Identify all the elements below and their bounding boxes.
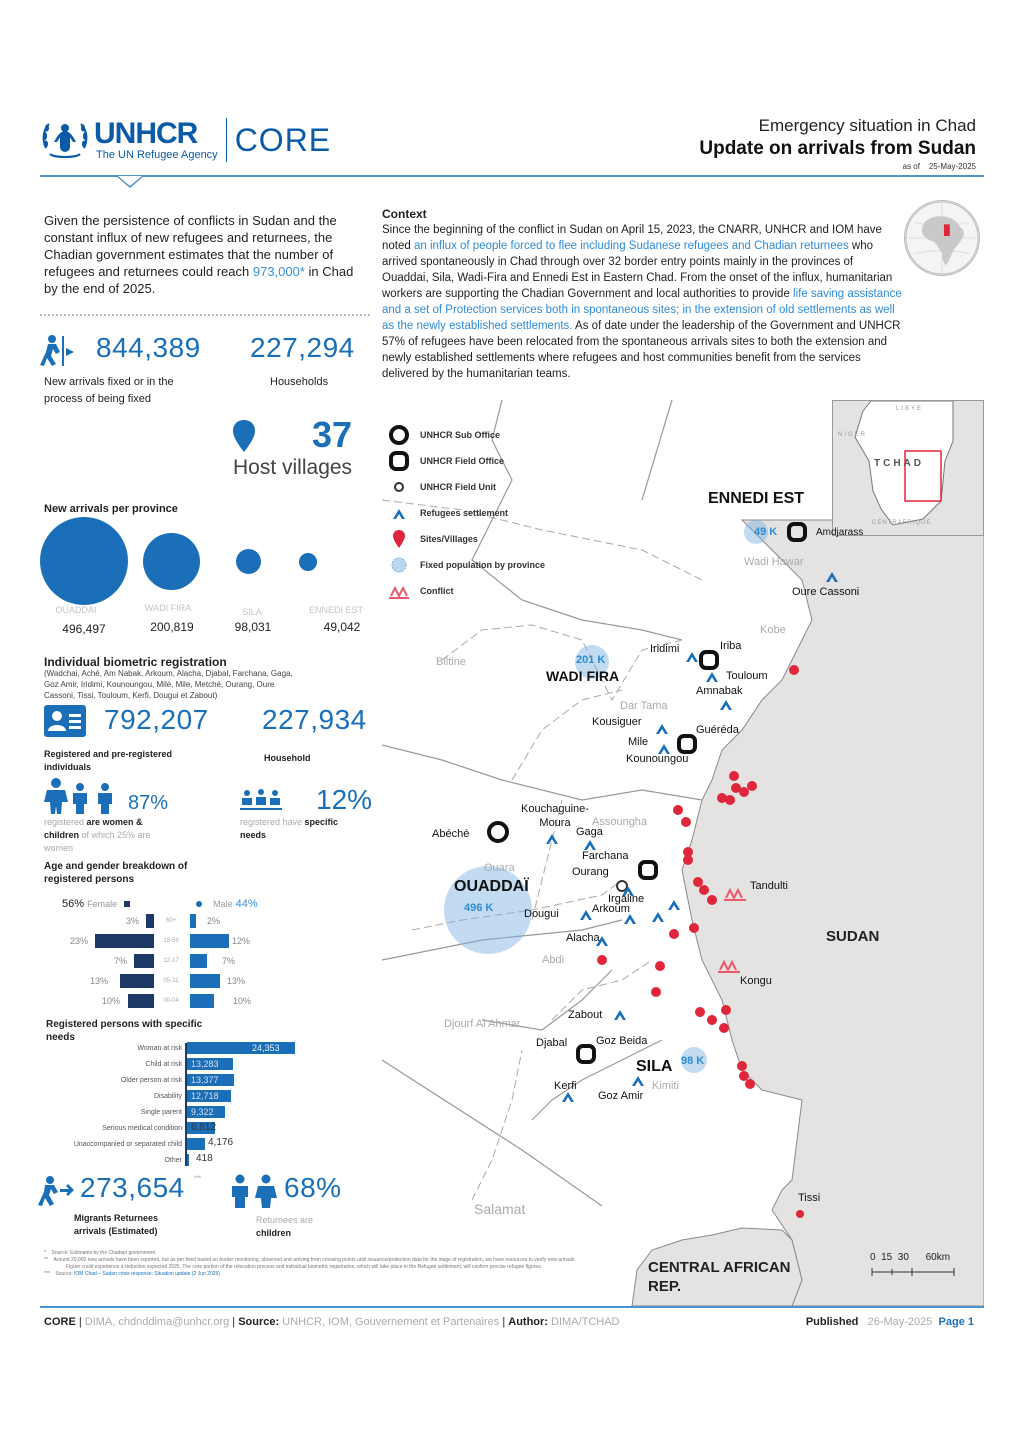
logo-divider	[226, 118, 227, 162]
registered-individuals-label: Registered and pre-registered individuals	[44, 749, 173, 772]
bubble-label: OUADDAI	[55, 605, 97, 615]
legend-label: UNHCR Field Unit	[420, 482, 496, 492]
need-value: 6,812	[191, 1122, 217, 1133]
header-divider	[40, 175, 984, 177]
age-group: 12-17	[163, 958, 179, 964]
inset-libya: LIBYE	[896, 406, 924, 412]
need-label: Child at risk	[145, 1061, 182, 1068]
female-bar	[120, 974, 154, 988]
female-bar	[146, 914, 154, 928]
place-biltine: Biltine	[436, 656, 466, 668]
migrants-label: Migrants Returnees arrivals (Estimated)	[74, 1213, 159, 1236]
note-text: Figure could experience a reduction expected 2025. The core portion of the relocation process and individual biometric registration, which will take place in the Refugee settlement, will confirm precise refugee figures.	[66, 1264, 542, 1270]
legend-label: UNHCR Field Office	[420, 456, 505, 466]
place-kimiti: Kimiti	[652, 1080, 679, 1092]
female-total-value: 56%	[62, 898, 85, 910]
footer-author-label: Author:	[508, 1316, 548, 1328]
female-label: Female	[87, 899, 118, 909]
fixed-population-icon	[386, 554, 412, 576]
place-djabal: Djabal	[536, 1037, 568, 1049]
need-value: 24,353	[252, 1043, 280, 1053]
legend-item	[384, 448, 545, 474]
pop-wadi-fira: 201 K	[576, 654, 606, 666]
place-djourf-al-ahmar: Djourf Al Ahmar	[444, 1018, 521, 1030]
returnee-icon	[36, 1176, 76, 1206]
section-divider	[40, 314, 370, 316]
footer-source: UNHCR, IOM, Gouvernement et Partenaires	[282, 1316, 500, 1328]
place-amnabak: Amnabak	[696, 685, 743, 697]
registered-individuals-value: 792,207	[104, 704, 209, 735]
inset-niger: NIGER	[838, 432, 868, 438]
org-tagline: The UN Refugee Agency	[96, 149, 218, 161]
footer-right	[806, 1316, 974, 1328]
households-label: Households	[270, 376, 329, 388]
footer-published-label: Published	[805, 1316, 859, 1328]
intro-text: Given the persistence of conflicts in Sudan and the constant influx of new refugees and returnees, the Chadian government estimates that the number of refugees and returnees could reach	[44, 213, 337, 279]
male-pct: 10%	[233, 996, 252, 1006]
footer-source-label: Source:	[238, 1316, 280, 1328]
female-bar	[128, 994, 154, 1008]
place-arkoum: Arkoum	[592, 903, 630, 915]
place-touloum: Touloum	[726, 670, 768, 682]
place-zabout: Zabout	[568, 1009, 603, 1021]
report-date	[699, 162, 976, 171]
female-pct: 7%	[114, 956, 128, 966]
footer-page-number: Page 1	[938, 1316, 974, 1328]
place-ourang: Ourang	[572, 866, 609, 878]
male-swatch	[196, 901, 202, 907]
male-pct: 13%	[227, 976, 246, 986]
date-prefix: as of	[902, 162, 920, 171]
date-value: 25-May-2025	[928, 162, 976, 171]
id-card-icon	[44, 705, 86, 737]
footer-author: DIMA/TCHAD	[551, 1316, 620, 1328]
africa-globe-icon	[904, 200, 980, 276]
field-unit-icon	[386, 476, 412, 498]
pop-sila: 98 K	[681, 1055, 705, 1067]
male-pct: 7%	[222, 956, 236, 966]
need-value: 418	[196, 1153, 213, 1164]
female-pct: 3%	[126, 916, 140, 926]
place-amdjarass: Amdjarass	[816, 527, 864, 538]
place-kerfi: Kerfi	[554, 1080, 577, 1092]
need-bar	[187, 1154, 189, 1166]
context-link-influx[interactable]: an influx of people forced to flee including Sudanese refugees and Chadian returnees	[413, 240, 849, 252]
place-alacha: Alacha	[566, 932, 600, 944]
place-irgaline: Irgaline	[608, 893, 645, 905]
bubble-ennedi-est	[299, 553, 317, 571]
legend-label: Refugees settlement	[420, 508, 509, 518]
note-text: Source:	[55, 1271, 73, 1277]
place-abdi: Abdi	[542, 954, 565, 966]
male-pct: 2%	[207, 916, 221, 926]
label-bold: are women & children	[44, 817, 143, 840]
need-label: Unaccompanied or separated child	[73, 1141, 182, 1148]
migrants-value: 273,654	[80, 1172, 185, 1203]
country-car: CENTRAL AFRICAN REP.	[648, 1259, 791, 1295]
field-office-icon	[386, 450, 412, 472]
label-pre: Returnees are	[256, 1215, 314, 1225]
intro-text-end: in Chad by the end of 2025.	[44, 264, 354, 296]
place-goz-amir: Goz Amir	[598, 1090, 644, 1102]
source-link[interactable]: IOM Chad – Sudan crisis response: Situation update (2 Jun 2025)	[74, 1271, 220, 1277]
male-bar	[190, 914, 196, 928]
place-iridimi: Iridimi	[650, 643, 680, 655]
footer-published-date: 26-May-2025	[867, 1316, 933, 1328]
scale-bar-label: 0 15 30 60km	[870, 1252, 951, 1263]
label-bold: children	[256, 1228, 292, 1238]
bubble-label: WADI FIRA	[144, 603, 192, 613]
need-label: Other	[164, 1157, 182, 1164]
footer-left: CORE | DIMA, chdnddima@unhcr.org | Source: UNHCR, IOM, Gouvernement et Partenaires | Author: DIMA/TCHAD	[44, 1316, 620, 1328]
place-ouara: Ouara	[484, 862, 515, 874]
family-icon	[44, 778, 118, 814]
intro-paragraph	[44, 212, 370, 297]
need-label: Single parent	[140, 1109, 182, 1116]
legend-item	[384, 422, 545, 448]
need-value: 13,283	[191, 1059, 219, 1069]
age-group: 60+	[165, 918, 177, 924]
place-dar-tama: Dar Tama	[620, 700, 668, 712]
children-label	[256, 1214, 346, 1240]
country-sudan: SUDAN	[826, 928, 880, 945]
place-tandulti: Tandulti	[750, 880, 788, 892]
legend-item	[384, 526, 545, 552]
bubble-label: ENNEDI EST	[308, 605, 363, 615]
female-total	[62, 898, 130, 910]
person-arrival-icon	[38, 334, 76, 368]
place-farchana: Farchana	[582, 850, 629, 862]
migrants-marker: ***	[194, 1176, 202, 1182]
report-title: Update on arrivals from Sudan	[699, 138, 976, 159]
need-label: Older person at risk	[120, 1077, 182, 1084]
households-value: 227,294	[250, 332, 355, 363]
context-section	[382, 206, 978, 382]
place-kouchaguine-moura: Kouchaguine-Moura	[521, 803, 589, 829]
place-gaga: Gaga	[576, 826, 603, 838]
place-mile: Mile	[628, 736, 649, 748]
place-oure-cassoni: Oure Cassoni	[792, 586, 860, 598]
need-label: Serious medical condition	[102, 1125, 182, 1132]
bubble-ouaddai	[40, 517, 128, 605]
note-mark: *	[44, 1250, 46, 1256]
inset-map-icon	[833, 401, 985, 537]
legend-item	[384, 552, 545, 578]
women-children-pct: 87%	[128, 792, 169, 814]
bubble-value: 200,819	[150, 620, 194, 634]
bubble-sila	[236, 549, 261, 574]
place-kongu: Kongu	[740, 975, 772, 987]
report-header	[699, 116, 976, 171]
male-bar	[190, 994, 214, 1008]
footer-divider	[40, 1306, 984, 1308]
specific-needs-pct-label	[240, 816, 360, 842]
note-mark: **	[44, 1257, 48, 1263]
legend-item	[384, 578, 545, 604]
female-pct: 23%	[70, 936, 89, 946]
biometric-sites: (Wadchai, Aché, Am Nabak, Arkoum, Alacha, Djabal, Farchana, Gaga, Goz Amir, Iridimi, Kounoungou, Milé, Mile, Metché, Ourang, Oure Cassoni, Tissi, Touloum, Kerfi, Dougui et Zabout)	[44, 669, 293, 700]
place-tissi: Tissi	[798, 1192, 821, 1204]
context-body	[382, 222, 902, 382]
biometric-title: Individual biometric registration	[44, 655, 227, 669]
bubble-value: 496,497	[62, 622, 106, 636]
note-text: Source: Estimates by the Chadian government.	[51, 1250, 157, 1256]
province-ennedi-est: ENNEDI EST	[708, 490, 805, 507]
female-pct: 13%	[90, 976, 109, 986]
male-label: Male	[213, 899, 233, 909]
male-bar	[190, 934, 229, 948]
context-text: who arrived spontaneously in Chad through over 32 border entry points mainly in the provinces of Ouaddai, Sila, Wadi-Fira and Ennedi Est in Eastern Chad. From the onset of the influx, humanitarian workers are supporting the Chadian Government and local authorities to provide	[382, 240, 893, 300]
place-kousiguer: Kousiguer	[592, 716, 642, 728]
sub-office-icon	[386, 424, 412, 446]
age-group: 00-04	[163, 998, 179, 1004]
host-villages-value: 37	[312, 414, 353, 455]
male-bar	[190, 974, 220, 988]
specific-needs-title: Registered persons with specific needs	[46, 1019, 203, 1043]
need-value: 12,718	[191, 1091, 219, 1101]
province-sila: SILA	[636, 1058, 673, 1075]
specific-needs-pct: 12%	[316, 784, 373, 815]
bubble-value: 49,042	[323, 620, 361, 634]
province-wadi-fira: WADI FIRA	[546, 668, 620, 684]
need-label: Disability	[153, 1093, 182, 1100]
place-kobe: Kobe	[760, 624, 786, 636]
label-pre: registered	[44, 817, 87, 827]
unhcr-logo	[40, 118, 331, 162]
female-swatch	[124, 901, 130, 907]
host-villages-label: Host villages	[233, 456, 353, 479]
label-bold: specific needs	[240, 817, 339, 840]
context-text: Since the beginning of the conflict in Sudan on April 15, 2023, the CNARR, UNHCR and IOM have noted	[382, 224, 882, 252]
need-value: 4,176	[208, 1137, 234, 1148]
need-value: 13,377	[191, 1075, 219, 1085]
female-bar	[95, 934, 154, 948]
unhcr-emblem-icon	[40, 118, 90, 162]
female-pct: 10%	[102, 996, 121, 1006]
note-text: Around 20,000 new arrivals have been reported, but as per fixed based on border monitoring, observed and arriving from crossing points until issuance/protection data for the stage of registration, we have resources to verify new arrivals.	[53, 1257, 576, 1263]
female-bar	[134, 954, 154, 968]
place-salamat: Salamat	[474, 1201, 526, 1217]
product-name: CORE	[234, 121, 332, 158]
refugee-settlement-icon	[386, 502, 412, 524]
children-pct: 68%	[284, 1172, 342, 1203]
context-link-assistance[interactable]: life saving assistance and a set of Protection services both in spontaneous sites; in the extension of old settlements as well as the newly established settlements.	[382, 288, 902, 332]
pop-ennedi-est: 49 K	[754, 526, 778, 538]
inset-car: CENTRAFRIQUE	[872, 520, 932, 526]
legend-item	[384, 474, 545, 500]
place-assoungha: Assoungha	[592, 816, 648, 828]
group-icon	[240, 788, 282, 812]
bubble-label: SILA	[242, 607, 262, 617]
map-pin-icon	[232, 420, 256, 452]
page-footer	[44, 1316, 974, 1328]
note-mark: ***	[44, 1271, 50, 1277]
place-abeche: Abéché	[432, 828, 470, 840]
conflict-icon	[386, 580, 412, 602]
inset-chad: TCHAD	[874, 458, 924, 469]
report-kicker: Emergency situation in Chad	[758, 116, 976, 135]
context-title: Context	[382, 207, 427, 221]
arrivals-per-province-title: New arrivals per province	[44, 503, 178, 515]
place-goz-beida: Goz Beida	[596, 1035, 648, 1047]
age-group: 18-59	[163, 938, 179, 944]
footer-contact: DIMA, chdnddima@unhcr.org	[84, 1316, 230, 1328]
need-label: Woman at risk	[137, 1045, 182, 1052]
male-bar	[190, 954, 207, 968]
male-pct: 12%	[232, 936, 251, 946]
new-arrivals-value: 844,389	[96, 332, 201, 363]
women-children-label	[44, 816, 174, 855]
intro-estimate: 973,000*	[252, 264, 305, 279]
registered-household-value: 227,934	[262, 704, 367, 735]
legend-item	[384, 500, 545, 526]
org-name: UNHCR	[94, 117, 198, 150]
place-dougui: Dougui	[524, 908, 559, 920]
registered-household-label: Household	[264, 753, 311, 763]
bubble-wadi-fira	[143, 533, 200, 590]
site-village-icon	[386, 528, 412, 550]
legend-label: Conflict	[420, 586, 454, 596]
map-legend	[384, 422, 545, 604]
legend-label: Fixed population by province	[420, 560, 546, 570]
place-guereda: Guéréda	[696, 724, 739, 736]
need-value: 9,322	[191, 1107, 214, 1117]
pop-ouaddai: 496 K	[464, 902, 494, 914]
place-kounoungou: Kounoungou	[626, 753, 689, 765]
age-group: 05-11	[163, 978, 179, 984]
footer-core: CORE	[44, 1316, 76, 1328]
province-ouaddai: OUADDAÏ	[454, 878, 529, 895]
new-arrivals-label: New arrivals fixed or in the process of being fixed	[44, 376, 174, 405]
place-wadi-hawar: Wadi Hawar	[744, 556, 804, 568]
bubble-value: 98,031	[234, 620, 272, 634]
legend-label: Sites/Villages	[420, 534, 478, 544]
place-iriba: Iriba	[720, 640, 742, 652]
children-icon	[228, 1174, 280, 1208]
label-pre: registered have	[240, 817, 305, 827]
header-notch-inner	[118, 176, 142, 186]
legend-label: UNHCR Sub Office	[420, 430, 501, 440]
age-gender-title: Age and gender breakdown of registered persons	[44, 861, 188, 885]
context-text: As of date under the leadership of the Government and UNHCR 57% of refugees have been relocated from the spontaneous arrivals sites to both the extension and newly established settlements where refugees and host communities benefit from the services delivered by the humanitarian teams.	[382, 320, 901, 380]
male-total-value: 44%	[235, 898, 258, 910]
need-bar	[187, 1138, 205, 1150]
label-post: of which 25% are women	[44, 830, 151, 853]
male-total	[196, 898, 258, 910]
